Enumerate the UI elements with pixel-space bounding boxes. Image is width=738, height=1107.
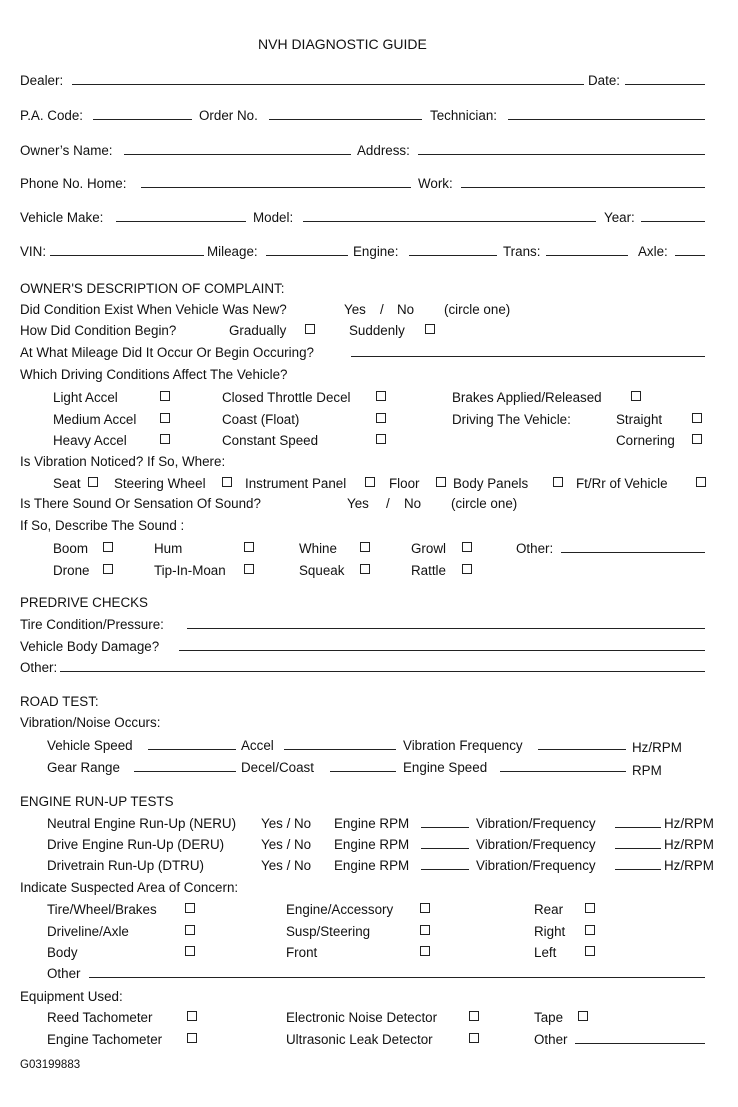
neru-label: Neutral Engine Run-Up (NERU) [47,816,237,831]
noise-detector-label: Electronic Noise Detector [286,1010,438,1025]
equipment-other-label: Other [534,1032,568,1047]
neru-engine-rpm-label: Engine RPM [334,816,410,831]
gear-range-field[interactable] [134,771,236,772]
closed-throttle-checkbox[interactable] [376,391,386,401]
engine-field[interactable] [409,255,497,256]
gradually-checkbox[interactable] [305,324,315,334]
work-label: Work: [418,176,453,191]
deru-yes-no[interactable]: Yes / No [261,837,312,852]
q-mileage: At What Mileage Did It Occur Or Begin Occuring? [20,345,314,360]
neru-engine-rpm-field[interactable] [421,827,469,828]
medium-accel-checkbox[interactable] [160,413,170,423]
form-title: NVH DIAGNOSTIC GUIDE [258,36,427,52]
vehicle-make-field[interactable] [116,221,246,222]
dtru-engine-rpm-field[interactable] [421,869,469,870]
gradually-label: Gradually [229,323,287,338]
body-panels-label: Body Panels [453,476,529,491]
tip-in-moan-checkbox[interactable] [244,564,254,574]
squeak-checkbox[interactable] [360,564,370,574]
address-field[interactable] [418,154,705,155]
coast-label: Coast (Float) [222,412,300,427]
tire-wheel-label: Tire/Wheel/Brakes [47,902,157,917]
technician-label: Technician: [430,108,497,123]
equipment-other-field[interactable] [575,1043,705,1044]
right-label: Right [534,924,566,939]
vehicle-make-label: Vehicle Make: [20,210,104,225]
leak-detector-label: Ultrasonic Leak Detector [286,1032,433,1047]
q-describe-sound: If So, Describe The Sound : [20,518,185,533]
trans-field[interactable] [546,255,628,256]
instrument-panel-label: Instrument Panel [245,476,347,491]
medium-accel-label: Medium Accel [53,412,137,427]
vibration-frequency-label: Vibration Frequency [403,738,523,753]
order-no-field[interactable] [269,119,422,120]
vin-field[interactable] [50,255,204,256]
growl-label: Growl [411,541,446,556]
floor-label: Floor [389,476,420,491]
pa-code-field[interactable] [93,119,192,120]
drone-checkbox[interactable] [103,564,113,574]
no-option-sound[interactable]: No [404,496,422,511]
coast-checkbox[interactable] [376,413,386,423]
suspected-other-field[interactable] [89,977,705,978]
hum-checkbox[interactable] [244,542,254,552]
yes-option-sound[interactable]: Yes [347,496,369,511]
dtru-vib-freq-label: Vibration/Frequency [476,858,596,873]
q-sound: Is There Sound Or Sensation Of Sound? [20,496,261,511]
other-sound-label: Other: [516,541,554,556]
whine-label: Whine [299,541,337,556]
rattle-checkbox[interactable] [462,564,472,574]
brakes-checkbox[interactable] [631,391,641,401]
deru-engine-rpm-label: Engine RPM [334,837,410,852]
tire-wheel-checkbox[interactable] [185,903,195,913]
deru-vib-freq-field[interactable] [615,848,661,849]
year-label: Year: [604,210,635,225]
rear-checkbox[interactable] [585,903,595,913]
gear-range-label: Gear Range [47,760,120,775]
vin-label: VIN: [20,244,47,259]
dtru-hz-rpm-unit: Hz/RPM [664,858,714,873]
decel-coast-label: Decel/Coast [241,760,314,775]
tire-condition-label: Tire Condition/Pressure: [20,617,164,632]
yes-option-new[interactable]: Yes [344,302,366,317]
susp-steering-checkbox[interactable] [420,925,430,935]
tape-checkbox[interactable] [578,1011,588,1021]
reed-tach-label: Reed Tachometer [47,1010,153,1025]
body-label: Body [47,945,78,960]
engine-accessory-checkbox[interactable] [420,903,430,913]
instrument-panel-checkbox[interactable] [365,477,375,487]
dtru-yes-no[interactable]: Yes / No [261,858,312,873]
dealer-field[interactable] [72,84,584,85]
neru-hz-rpm-unit: Hz/RPM [664,816,714,831]
seat-checkbox[interactable] [88,477,98,487]
steering-wheel-label: Steering Wheel [114,476,206,491]
tape-label: Tape [534,1010,564,1025]
whine-checkbox[interactable] [360,542,370,552]
equipment-heading: Equipment Used: [20,989,123,1004]
rear-label: Rear [534,902,564,917]
predrive-heading: PREDRIVE CHECKS [20,595,148,610]
suddenly-checkbox[interactable] [425,324,435,334]
cornering-checkbox[interactable] [692,434,702,444]
owners-name-label: Owner’s Name: [20,143,113,158]
noise-detector-checkbox[interactable] [469,1011,479,1021]
vibration-frequency-field[interactable] [538,749,626,750]
deru-vib-freq-label: Vibration/Frequency [476,837,596,852]
neru-vib-freq-label: Vibration/Frequency [476,816,596,831]
tire-condition-field[interactable] [187,628,705,629]
suspected-area-label: Indicate Suspected Area of Concern: [20,880,239,895]
other-sound-field[interactable] [561,552,705,553]
year-field[interactable] [641,221,705,222]
axle-field[interactable] [675,255,705,256]
rpm-unit: RPM [632,763,662,778]
body-checkbox[interactable] [185,946,195,956]
engine-tach-checkbox[interactable] [187,1033,197,1043]
complaint-heading: OWNER'S DESCRIPTION OF COMPLAINT: [20,281,285,296]
body-panels-checkbox[interactable] [553,477,563,487]
driveline-label: Driveline/Axle [47,924,129,939]
closed-throttle-label: Closed Throttle Decel [222,390,351,405]
axle-label: Axle: [638,244,668,259]
neru-yes-no[interactable]: Yes / No [261,816,312,831]
suddenly-label: Suddenly [349,323,405,338]
ft-rr-checkbox[interactable] [696,477,706,487]
dtru-engine-rpm-label: Engine RPM [334,858,410,873]
straight-label: Straight [616,412,663,427]
model-label: Model: [253,210,294,225]
driveline-checkbox[interactable] [185,925,195,935]
phone-home-label: Phone No. Home: [20,176,127,191]
susp-steering-label: Susp/Steering [286,924,371,939]
deru-label: Drive Engine Run-Up (DERU) [47,837,225,852]
vehicle-speed-label: Vehicle Speed [47,738,133,753]
mileage-field[interactable] [266,255,348,256]
decel-coast-field[interactable] [330,771,396,772]
date-field[interactable] [625,84,705,85]
floor-checkbox[interactable] [436,477,446,487]
owners-name-field[interactable] [124,154,351,155]
light-accel-checkbox[interactable] [160,391,170,401]
right-checkbox[interactable] [585,925,595,935]
engine-speed-field[interactable] [500,771,626,772]
leak-detector-checkbox[interactable] [469,1033,479,1043]
left-checkbox[interactable] [585,946,595,956]
circle-one-note: (circle one) [444,302,511,317]
constant-speed-label: Constant Speed [222,433,319,448]
figure-code: G03199883 [20,1059,81,1071]
order-no-label: Order No. [199,108,258,123]
no-option-new[interactable]: No [397,302,415,317]
slash: / [386,496,390,511]
cornering-label: Cornering [616,433,675,448]
model-field[interactable] [303,221,596,222]
boom-label: Boom [53,541,88,556]
body-damage-label: Vehicle Body Damage? [20,639,160,654]
straight-checkbox[interactable] [692,413,702,423]
suspected-other-label: Other [47,966,81,981]
accel-label: Accel [241,738,274,753]
phone-home-field[interactable] [141,187,411,188]
address-label: Address: [357,143,410,158]
vibration-occurs-label: Vibration/Noise Occurs: [20,715,161,730]
q-condition-new: Did Condition Exist When Vehicle Was New? [20,302,287,317]
predrive-other-label: Other: [20,660,58,675]
runup-heading: ENGINE RUN-UP TESTS [20,794,174,809]
left-label: Left [534,945,557,960]
squeak-label: Squeak [299,563,345,578]
ft-rr-label: Ft/Rr of Vehicle [576,476,668,491]
front-checkbox[interactable] [420,946,430,956]
hum-label: Hum [154,541,183,556]
accel-field[interactable] [284,749,396,750]
trans-label: Trans: [503,244,541,259]
body-damage-field[interactable] [179,650,705,651]
work-field[interactable] [461,187,705,188]
engine-tach-label: Engine Tachometer [47,1032,163,1047]
driving-label: Driving The Vehicle: [452,412,571,427]
seat-label: Seat [53,476,81,491]
q-driving-conditions: Which Driving Conditions Affect The Vehicle? [20,367,288,382]
date-label: Date: [588,73,621,88]
dtru-label: Drivetrain Run-Up (DTRU) [47,858,204,873]
light-accel-label: Light Accel [53,390,118,405]
front-label: Front [286,945,318,960]
q-vibration: Is Vibration Noticed? If So, Where: [20,454,226,469]
neru-vib-freq-field[interactable] [615,827,661,828]
heavy-accel-checkbox[interactable] [160,434,170,444]
q-condition-begin: How Did Condition Begin? [20,323,177,338]
constant-speed-checkbox[interactable] [376,434,386,444]
steering-wheel-checkbox[interactable] [222,477,232,487]
engine-accessory-label: Engine/Accessory [286,902,394,917]
mileage-label: Mileage: [207,244,258,259]
engine-label: Engine: [353,244,399,259]
slash: / [380,302,384,317]
deru-hz-rpm-unit: Hz/RPM [664,837,714,852]
technician-field[interactable] [508,119,705,120]
boom-checkbox[interactable] [103,542,113,552]
tip-in-moan-label: Tip-In-Moan [154,563,226,578]
deru-engine-rpm-field[interactable] [421,848,469,849]
drone-label: Drone [53,563,90,578]
hz-rpm-unit: Hz/RPM [632,740,682,755]
road-test-heading: ROAD TEST: [20,694,99,709]
predrive-other-field[interactable] [60,671,705,672]
brakes-label: Brakes Applied/Released [452,390,602,405]
rattle-label: Rattle [411,563,446,578]
vehicle-speed-field[interactable] [148,749,236,750]
heavy-accel-label: Heavy Accel [53,433,127,448]
mileage-occur-field[interactable] [351,356,705,357]
reed-tach-checkbox[interactable] [187,1011,197,1021]
circle-one-note: (circle one) [451,496,518,511]
engine-speed-label: Engine Speed [403,760,488,775]
dtru-vib-freq-field[interactable] [615,869,661,870]
pa-code-label: P.A. Code: [20,108,84,123]
growl-checkbox[interactable] [462,542,472,552]
dealer-label: Dealer: [20,73,64,88]
